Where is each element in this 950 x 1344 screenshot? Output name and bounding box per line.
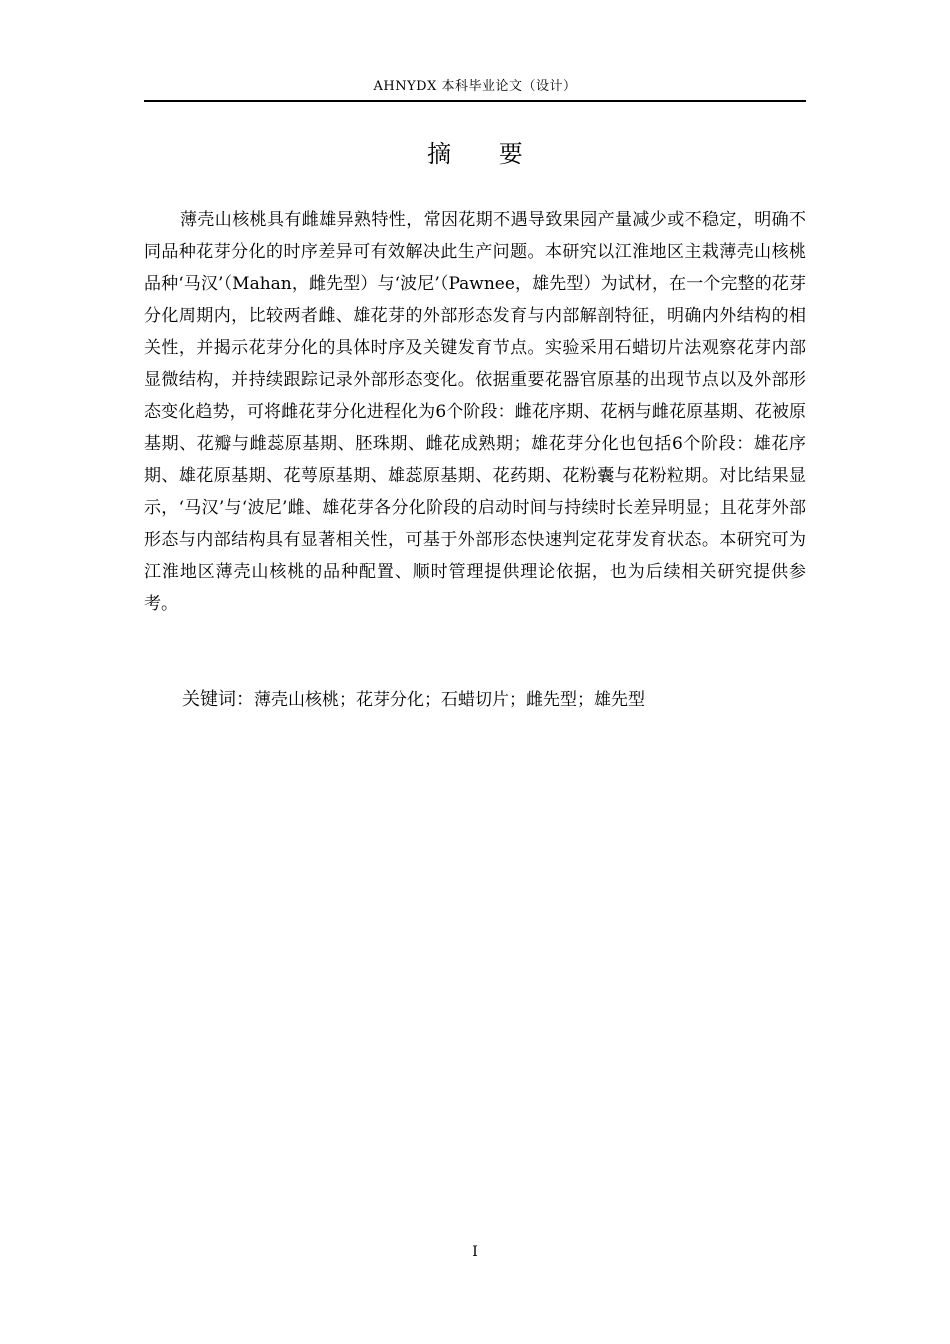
keywords-text: 薄壳山核桃；花芽分化；石蜡切片；雌先型；雄先型 xyxy=(254,690,645,710)
header-rule xyxy=(144,100,806,102)
keywords-label: 关键词： xyxy=(182,689,254,710)
abstract-body: 薄壳山核桃具有雌雄异熟特性，常因花期不遇导致果园产量减少或不稳定，明确不同品种花芽分化的时序差异可有效解决此生产问题。本研究以江淮地区主栽薄壳山核桃品种‘马汉’（Mahan，雌先型）与‘波尼’（Pawnee，雄先型）为试材，在一个完整的花芽分化周期内，比较两者雌、雄花芽的外部形态发育与内部解剖特征，明确内外结构的相关性，并揭示花芽分化的具体时序及关键发育节点。实验采用石蜡切片法观察花芽内部显微结构，并持续跟踪记录外部形态变化。依据重要花器官原基的出现节点以及外部形态变化趋势，可将雌花芽分化进程化为6个阶段：雌花序期、花柄与雌花原基期、花被原基期、花瓣与雌蕊原基期、胚珠期、雌花成熟期；雄花芽分化也包括6个阶段：雄花序期、雄花原基期、花萼原基期、雄蕊原基期、花药期、花粉囊与花粉粒期。对比结果显示，‘马汉’与‘波尼’雌、雄花芽各分化阶段的启动时间与持续时长差异明显；且花芽外部形态与内部结构具有显著相关性，可基于外部形态快速判定花芽发育状态。本研究可为江淮地区薄壳山核桃的品种配置、顺时管理提供理论依据，也为后续相关研究提供参考。 xyxy=(144,210,806,614)
keywords-line xyxy=(182,684,802,716)
abstract-title: 摘 要 xyxy=(427,140,543,168)
running-header: AHNYDX 本科毕业论文（设计） xyxy=(373,79,577,94)
page-number: I xyxy=(472,1244,478,1260)
